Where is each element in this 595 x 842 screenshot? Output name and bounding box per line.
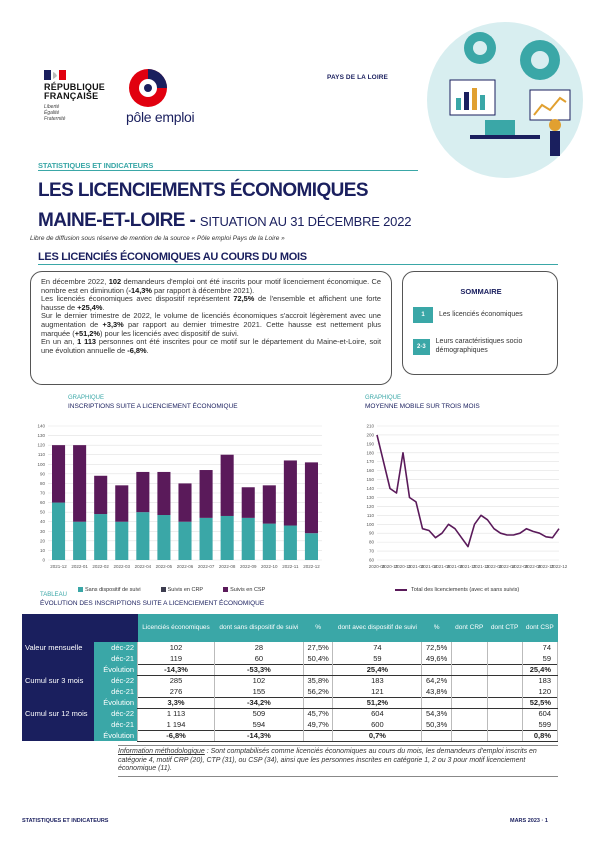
x-tick-label: 2022-06 xyxy=(511,564,529,569)
table-cell xyxy=(487,719,522,730)
y-tick-label: 100 xyxy=(366,521,374,527)
table-header: dont avec dispositif de suivi xyxy=(333,614,422,642)
table-cell: 25,4% xyxy=(522,664,557,675)
bar xyxy=(52,445,65,502)
bar xyxy=(73,522,86,560)
bar xyxy=(242,518,255,560)
table-header: dont CRP xyxy=(451,614,487,642)
page-subtitle xyxy=(38,210,411,232)
table-cell xyxy=(451,642,487,653)
table-cell: 25,4% xyxy=(333,664,422,675)
row-group-label xyxy=(22,686,94,697)
row-group-label xyxy=(22,697,94,708)
table-row xyxy=(22,686,558,697)
row-group-label xyxy=(22,730,94,741)
x-tick-label: 2021-10 xyxy=(459,564,477,569)
legend-swatch xyxy=(78,587,83,592)
row-period: déc-22 xyxy=(94,675,138,686)
table-cell: 27,5% xyxy=(303,642,333,653)
office-illustration-icon xyxy=(410,20,595,170)
line-chart-legend xyxy=(395,587,519,593)
legend-item: Suivis en CRP xyxy=(161,587,203,593)
table-cell: 54,3% xyxy=(422,708,452,719)
row-group-label: Cumul sur 3 mois xyxy=(22,675,94,686)
x-tick-label: 2022-08 xyxy=(218,564,236,569)
x-tick-label: 2022-03 xyxy=(113,564,131,569)
marianne-flag-icon xyxy=(44,70,66,80)
y-tick-label: 160 xyxy=(366,468,374,474)
rf-motto-2: Égalité xyxy=(44,110,60,116)
table-cell xyxy=(451,675,487,686)
stat-label: STATISTIQUES ET INDICATEURS xyxy=(38,161,154,170)
table-cell: 45,7% xyxy=(303,708,333,719)
x-tick-label: 2022-04 xyxy=(134,564,152,569)
sommaire-item-label: Les licenciés économiques xyxy=(439,310,523,318)
footer-page: MARS 2023 · 1 xyxy=(510,818,548,824)
table-cell: 51,2% xyxy=(333,697,422,708)
table-cell: 183 xyxy=(522,675,557,686)
y-tick-label: 90 xyxy=(39,471,45,477)
y-tick-label: 0 xyxy=(42,557,45,563)
x-tick-label: 2022-02 xyxy=(92,564,109,569)
table-cell: 121 xyxy=(333,686,422,697)
bar xyxy=(115,522,128,560)
table-cell xyxy=(487,697,522,708)
page-title: LES LICENCIEMENTS ÉCONOMIQUES xyxy=(38,180,368,201)
table-cell: 49,6% xyxy=(422,653,452,664)
bar-chart-title: INSCRIPTIONS SUITE A LICENCIEMENT ÉCONOMIQUE xyxy=(68,403,238,410)
x-tick-label: 2020-08 xyxy=(368,564,386,569)
series-line xyxy=(377,435,559,547)
bar xyxy=(52,503,65,560)
y-tick-label: 190 xyxy=(366,441,374,447)
legend-swatch xyxy=(161,587,166,592)
bar xyxy=(305,533,318,560)
table-cell xyxy=(487,686,522,697)
methodology-text: : Sont comptabilisés comme licenciés économiques au cours du mois, les demandeurs d'emploi inscrits en catégorie 4, motif CRP (20), CTP (31), ou CSP (34), ainsi que les personnes inscrites en catégorie 1, 2 ou 3 pour motif licenciement économique (11). xyxy=(118,748,537,773)
legend-swatch xyxy=(223,587,228,592)
table-cell: 509 xyxy=(214,708,303,719)
table-header: dont CTP xyxy=(487,614,522,642)
bar xyxy=(284,526,297,560)
x-tick-label: 2022-12 xyxy=(303,564,320,569)
x-tick-label: 2022-02 xyxy=(485,564,503,569)
x-tick-label: 2020-10 xyxy=(381,564,399,569)
x-tick-label: 2021-06 xyxy=(433,564,451,569)
legend-item: Sans dispositif de suivi xyxy=(78,587,141,593)
table-cell: 604 xyxy=(522,708,557,719)
table-row xyxy=(22,642,558,653)
legend-swatch xyxy=(395,589,407,591)
x-tick-label: 2022-10 xyxy=(261,564,278,569)
row-period: Évolution xyxy=(94,697,138,708)
bar xyxy=(115,485,128,521)
x-tick-label: 2021-12 xyxy=(50,564,67,569)
legend-item: Total des licenciements (avec et sans suivis) xyxy=(411,587,520,593)
table-cell: -14,3% xyxy=(214,730,303,741)
table-cell: 285 xyxy=(138,675,215,686)
table-cell: 1 113 xyxy=(138,708,215,719)
y-tick-label: 10 xyxy=(39,547,45,553)
summary-paragraph-4: En un an, 1 113 personnes ont été inscrites pour ce motif sur le département du Maine-et-Loire, soit une évolution annuelle de -6,8%. xyxy=(41,337,381,355)
table-row xyxy=(22,653,558,664)
sommaire-item-number: 2-3 xyxy=(413,339,430,355)
bar xyxy=(221,455,234,516)
y-tick-label: 180 xyxy=(366,450,374,456)
region-label: PAYS DE LA LOIRE xyxy=(327,74,388,81)
rf-motto-3: Fraternité xyxy=(44,116,66,122)
row-group-label xyxy=(22,664,94,675)
table-header: % xyxy=(303,614,333,642)
table-cell: 3,3% xyxy=(138,697,215,708)
y-tick-label: 110 xyxy=(366,512,374,518)
diffusion-note: Libre de diffusion sous réserve de mention de la source « Pôle emploi Pays de la Loire » xyxy=(30,235,285,242)
bar xyxy=(263,485,276,523)
table-cell xyxy=(451,708,487,719)
bar-chart xyxy=(30,420,330,580)
table-cell xyxy=(451,730,487,741)
row-period: déc-21 xyxy=(94,719,138,730)
republique-francaise-logo xyxy=(44,83,105,122)
table-cell xyxy=(422,697,452,708)
table-cell xyxy=(451,653,487,664)
table-cell: 155 xyxy=(214,686,303,697)
row-period: déc-22 xyxy=(94,708,138,719)
table-header: % xyxy=(422,614,452,642)
table-row xyxy=(22,730,558,741)
table-row xyxy=(22,708,558,719)
x-tick-label: 2022-07 xyxy=(197,564,215,569)
bar-chart-legend xyxy=(78,587,265,593)
x-tick-label: 2022-10 xyxy=(537,564,555,569)
y-tick-label: 200 xyxy=(366,432,374,438)
table-cell xyxy=(487,675,522,686)
row-group-label xyxy=(22,653,94,664)
y-tick-label: 30 xyxy=(39,528,45,534)
row-period: déc-21 xyxy=(94,653,138,664)
table-cell xyxy=(487,730,522,741)
table-cell xyxy=(487,653,522,664)
table-cell: -14,3% xyxy=(138,664,215,675)
table-cell: 28 xyxy=(214,642,303,653)
table-cell: 1 194 xyxy=(138,719,215,730)
table-title: ÉVOLUTION DES INSCRIPTIONS SUITE A LICENCIEMENT ÉCONOMIQUE xyxy=(40,600,265,607)
x-tick-label: 2022-04 xyxy=(498,564,516,569)
y-tick-label: 130 xyxy=(37,433,45,439)
sommaire-item-label: Leurs caractéristiques socio démographiques xyxy=(435,338,523,354)
bar xyxy=(263,524,276,560)
bar xyxy=(94,514,107,560)
table-cell: 74 xyxy=(333,642,422,653)
bar xyxy=(221,516,234,560)
x-tick-label: 2021-12 xyxy=(472,564,490,569)
x-tick-label: 2021-08 xyxy=(446,564,464,569)
evolution-table xyxy=(22,614,558,742)
sommaire-title: SOMMAIRE xyxy=(460,287,502,296)
y-tick-label: 130 xyxy=(366,494,374,500)
y-tick-label: 70 xyxy=(368,548,374,554)
table-cell: 35,8% xyxy=(303,675,333,686)
row-period: déc-22 xyxy=(94,642,138,653)
row-group-label: Cumul sur 12 mois xyxy=(22,708,94,719)
x-tick-label: 2022-11 xyxy=(282,564,299,569)
bar xyxy=(242,487,255,518)
y-tick-label: 40 xyxy=(39,519,45,525)
y-tick-label: 150 xyxy=(366,477,374,483)
table-cell: 50,3% xyxy=(422,719,452,730)
table-cell: 102 xyxy=(138,642,215,653)
table-cell: 60 xyxy=(214,653,303,664)
table-cell: -53,3% xyxy=(214,664,303,675)
x-tick-label: 2022-06 xyxy=(176,564,194,569)
table-cell: 120 xyxy=(522,686,557,697)
table-row xyxy=(22,664,558,675)
table-cell: 119 xyxy=(138,653,215,664)
divider xyxy=(38,170,418,171)
table-cell xyxy=(422,664,452,675)
table-cell: 599 xyxy=(522,719,557,730)
sommaire-item-number: 1 xyxy=(413,307,433,323)
x-tick-label: 2022-08 xyxy=(524,564,542,569)
sommaire-box xyxy=(402,271,558,375)
table-cell: 183 xyxy=(333,675,422,686)
table-cell: 49,7% xyxy=(303,719,333,730)
y-tick-label: 120 xyxy=(366,503,374,509)
table-cell: 276 xyxy=(138,686,215,697)
table-cell xyxy=(451,697,487,708)
table-cell: 102 xyxy=(214,675,303,686)
table-row xyxy=(22,675,558,686)
x-tick-label: 2021-04 xyxy=(420,564,438,569)
methodology-note xyxy=(118,745,558,777)
summary-paragraph-2: Les licenciés économiques avec dispositif représentent 72,5% de l'ensemble et affichent une forte hausse de +25,4%. xyxy=(41,294,382,312)
footer-label: STATISTIQUES ET INDICATEURS xyxy=(22,818,109,824)
summary-paragraph-1: En décembre 2022, 102 demandeurs d'emploi ont été inscrits pour motif licenciement économique. Ce nombre est en diminution (-14,3% par rapport à décembre 2021). xyxy=(41,277,382,295)
table-cell xyxy=(303,697,333,708)
table-cell: 52,5% xyxy=(522,697,557,708)
y-tick-label: 140 xyxy=(37,423,45,429)
table-cell xyxy=(451,719,487,730)
bar xyxy=(73,445,86,522)
table-cell: 74 xyxy=(522,642,557,653)
section-title: LES LICENCIÉS ÉCONOMIQUES AU COURS DU MOIS xyxy=(38,251,307,263)
y-tick-label: 60 xyxy=(368,557,374,563)
bar xyxy=(157,472,170,515)
y-tick-label: 80 xyxy=(39,480,45,486)
table-cell: -6,8% xyxy=(138,730,215,741)
divider xyxy=(38,264,558,265)
chart-kind-label: GRAPHIQUE xyxy=(68,395,105,401)
bar xyxy=(136,472,149,512)
x-tick-label: 2022-09 xyxy=(239,564,257,569)
bar xyxy=(200,518,213,560)
table-header: dont CSP xyxy=(522,614,557,642)
bar xyxy=(200,470,213,518)
y-tick-label: 60 xyxy=(39,500,45,506)
x-tick-label: 2021-02 xyxy=(407,564,425,569)
x-tick-label: 2022-05 xyxy=(155,564,173,569)
bar xyxy=(305,462,318,533)
rf-line-2: FRANÇAISE xyxy=(44,91,99,101)
table-cell: 604 xyxy=(333,708,422,719)
table-cell: 59 xyxy=(333,653,422,664)
table-header: dont sans dispositif de suivi xyxy=(214,614,303,642)
y-tick-label: 50 xyxy=(39,509,45,515)
pole-emploi-logo-text: pôle emploi xyxy=(126,109,195,125)
row-period: déc-21 xyxy=(94,686,138,697)
y-tick-label: 20 xyxy=(39,538,45,544)
table-cell: 594 xyxy=(214,719,303,730)
row-group-label xyxy=(22,719,94,730)
table-cell: 0,7% xyxy=(333,730,422,741)
table-cell: 59 xyxy=(522,653,557,664)
bar xyxy=(157,515,170,560)
x-tick-label: 2022-01 xyxy=(71,564,88,569)
table-corner xyxy=(22,614,138,642)
chart-kind-label: GRAPHIQUE xyxy=(365,395,402,401)
table-cell xyxy=(487,642,522,653)
bar xyxy=(178,483,191,521)
situation-date: SITUATION AU 31 DÉCEMBRE 2022 xyxy=(199,214,412,229)
pole-emploi-logo-icon xyxy=(128,68,168,108)
table-cell: 56,2% xyxy=(303,686,333,697)
y-tick-label: 110 xyxy=(37,452,45,458)
summary-paragraph-3: Sur le dernier trimestre de 2022, le volume de licenciés économiques s'accroit légèrement avec une augmentation de +3,3% par rapport au dernier trimestre 2021. Cette hausse est nettement plus marquée (+51,2%) pour les licenciés avec dispositif de suivi. xyxy=(41,311,381,338)
table-cell xyxy=(422,730,452,741)
methodology-label: Information méthodologique xyxy=(118,748,205,755)
bar xyxy=(94,476,107,514)
bar xyxy=(178,522,191,560)
table-row xyxy=(22,719,558,730)
table-cell: 50,4% xyxy=(303,653,333,664)
row-group-label: Valeur mensuelle xyxy=(22,642,94,653)
table-cell: -34,2% xyxy=(214,697,303,708)
legend-item: Suivis en CSP xyxy=(223,587,265,593)
y-tick-label: 170 xyxy=(366,459,374,465)
bar xyxy=(284,460,297,525)
y-tick-label: 120 xyxy=(37,442,45,448)
bar xyxy=(136,512,149,560)
line-chart-title: MOYENNE MOBILE SUR TROIS MOIS xyxy=(365,403,480,410)
table-cell xyxy=(487,664,522,675)
table-cell: 600 xyxy=(333,719,422,730)
table-cell: 64,2% xyxy=(422,675,452,686)
table-cell xyxy=(303,730,333,741)
summary-textbox xyxy=(30,271,392,385)
sommaire-item[interactable] xyxy=(413,307,523,323)
y-tick-label: 140 xyxy=(366,486,374,492)
x-tick-label: 2022-12 xyxy=(550,564,568,569)
table-row xyxy=(22,697,558,708)
y-tick-label: 210 xyxy=(366,423,374,429)
y-tick-label: 100 xyxy=(37,461,45,467)
table-kind-label: TABLEAU xyxy=(40,592,67,598)
rf-line-1: RÉPUBLIQUE xyxy=(44,82,106,92)
sommaire-item[interactable] xyxy=(413,338,553,355)
row-period: Évolution xyxy=(94,730,138,741)
rf-motto-1: Liberté xyxy=(44,104,60,110)
line-chart xyxy=(355,420,568,580)
department-title: MAINE-ET-LOIRE - xyxy=(38,210,200,231)
table-cell xyxy=(451,664,487,675)
table-cell: 43,8% xyxy=(422,686,452,697)
table-cell xyxy=(487,708,522,719)
table-cell xyxy=(451,686,487,697)
row-period: Évolution xyxy=(94,664,138,675)
table-cell xyxy=(303,664,333,675)
y-tick-label: 90 xyxy=(368,530,374,536)
y-tick-label: 80 xyxy=(368,539,374,545)
y-tick-label: 70 xyxy=(39,490,45,496)
table-cell: 0,8% xyxy=(522,730,557,741)
x-tick-label: 2020-12 xyxy=(394,564,412,569)
table-header: Licenciés économiques xyxy=(138,614,215,642)
table-cell: 72,5% xyxy=(422,642,452,653)
